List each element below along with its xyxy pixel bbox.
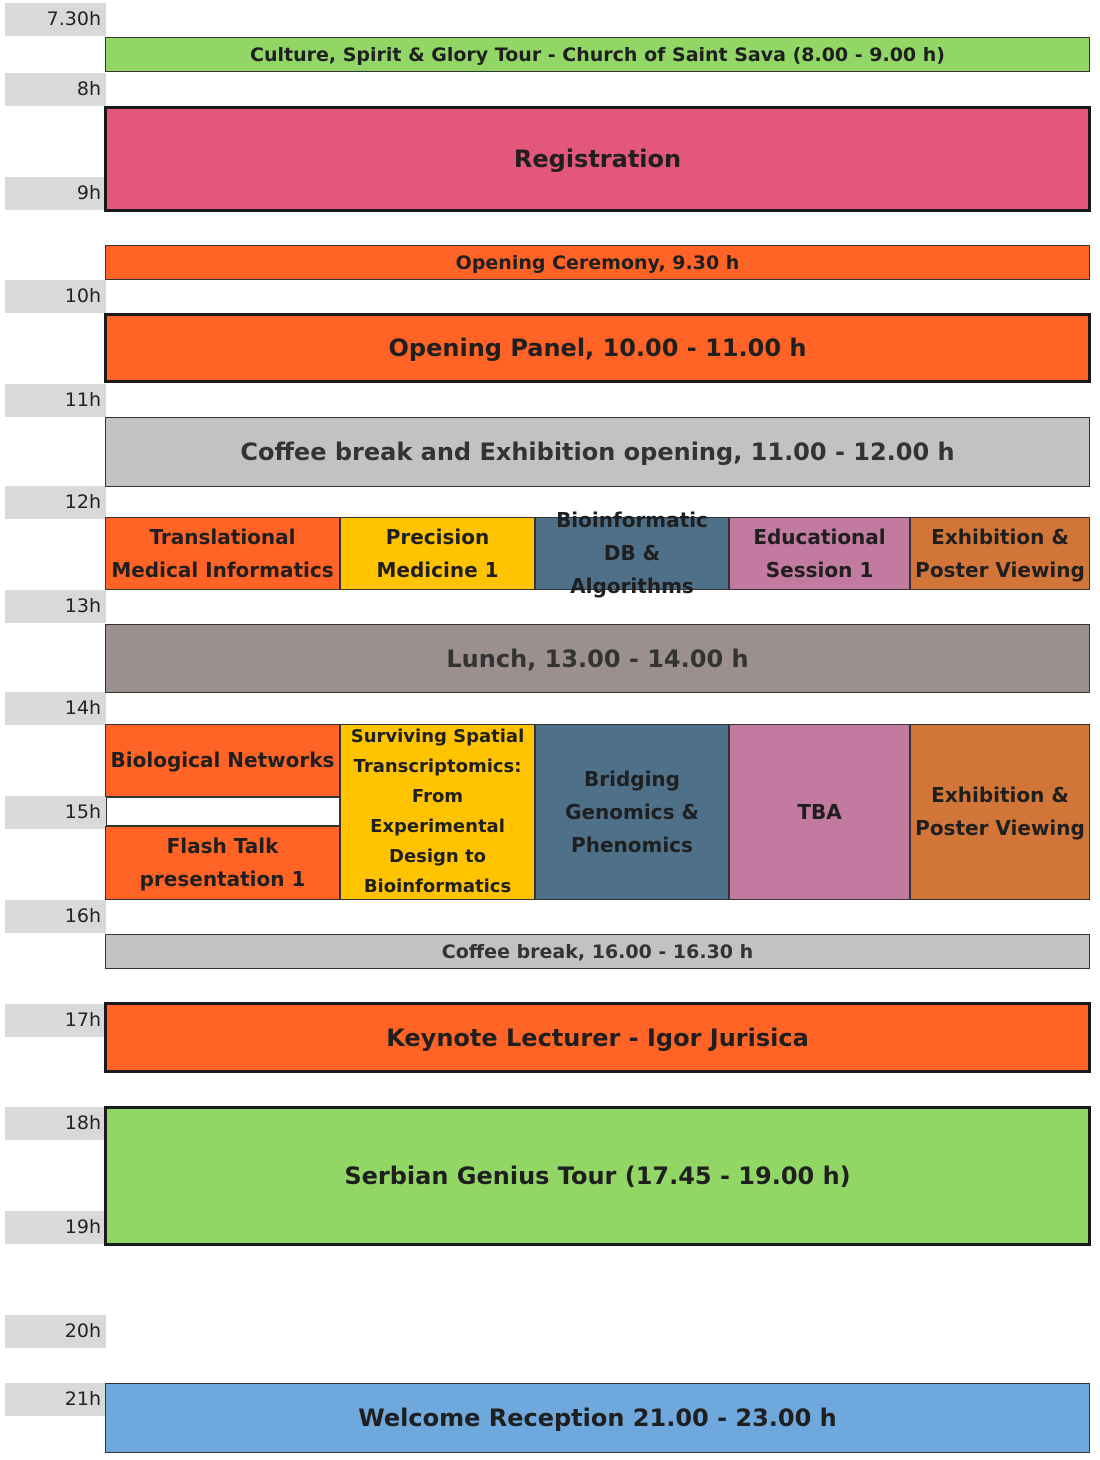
event-opening-panel[interactable]: Opening Panel, 10.00 - 11.00 h [104, 313, 1091, 383]
session-bioinformatic-db-algorithms[interactable]: Bioinformatic DB & Algorithms [535, 517, 729, 590]
session-educational-1[interactable]: Educational Session 1 [729, 517, 910, 590]
session-exhibition-poster-viewing-2[interactable]: Exhibition & Poster Viewing [910, 724, 1090, 900]
event-lunch[interactable]: Lunch, 13.00 - 14.00 h [105, 624, 1090, 693]
event-coffee-break[interactable]: Coffee break, 16.00 - 16.30 h [105, 934, 1090, 969]
session-precision-medicine-1[interactable]: Precision Medicine 1 [340, 517, 535, 590]
time-label-11: 11h [5, 384, 106, 417]
session-flash-talk-1[interactable]: Flash Talk presentation 1 [105, 826, 340, 900]
time-label-19: 19h [5, 1211, 106, 1244]
session-spatial-transcriptomics[interactable]: Surviving Spatial Transcriptomics: From Experimental Design to Bioinformatics [340, 724, 535, 900]
session-tba[interactable]: TBA [729, 724, 910, 900]
time-label-13: 13h [5, 590, 106, 623]
time-label-21: 21h [5, 1383, 106, 1416]
time-label-8: 8h [5, 73, 106, 106]
time-label-20: 20h [5, 1315, 106, 1348]
event-serbian-genius-tour[interactable]: Serbian Genius Tour (17.45 - 19.00 h) [104, 1106, 1091, 1246]
event-opening-ceremony[interactable]: Opening Ceremony, 9.30 h [105, 245, 1090, 280]
time-label-15: 15h [5, 796, 106, 829]
time-label-10: 10h [5, 280, 106, 313]
time-label-17: 17h [5, 1004, 106, 1037]
empty-slot [106, 797, 340, 826]
time-label-12: 12h [5, 486, 106, 519]
event-welcome-reception[interactable]: Welcome Reception 21.00 - 23.00 h [105, 1383, 1090, 1453]
time-label-14: 14h [5, 692, 106, 725]
event-registration[interactable]: Registration [104, 106, 1091, 212]
time-label-9: 9h [5, 177, 106, 210]
time-label-16: 16h [5, 900, 106, 933]
event-keynote[interactable]: Keynote Lecturer - Igor Jurisica [104, 1002, 1091, 1073]
event-culture-tour[interactable]: Culture, Spirit & Glory Tour - Church of Saint Sava (8.00 - 9.00 h) [105, 37, 1090, 72]
session-translational-medical-informatics[interactable]: Translational Medical Informatics [105, 517, 340, 590]
session-biological-networks[interactable]: Biological Networks [105, 724, 340, 797]
time-label-0730: 7.30h [5, 3, 106, 36]
session-exhibition-poster-viewing[interactable]: Exhibition & Poster Viewing [910, 517, 1090, 590]
event-coffee-exhibition[interactable]: Coffee break and Exhibition opening, 11.00 - 12.00 h [105, 417, 1090, 487]
session-bridging-genomics-phenomics[interactable]: Bridging Genomics & Phenomics [535, 724, 729, 900]
time-label-18: 18h [5, 1107, 106, 1140]
